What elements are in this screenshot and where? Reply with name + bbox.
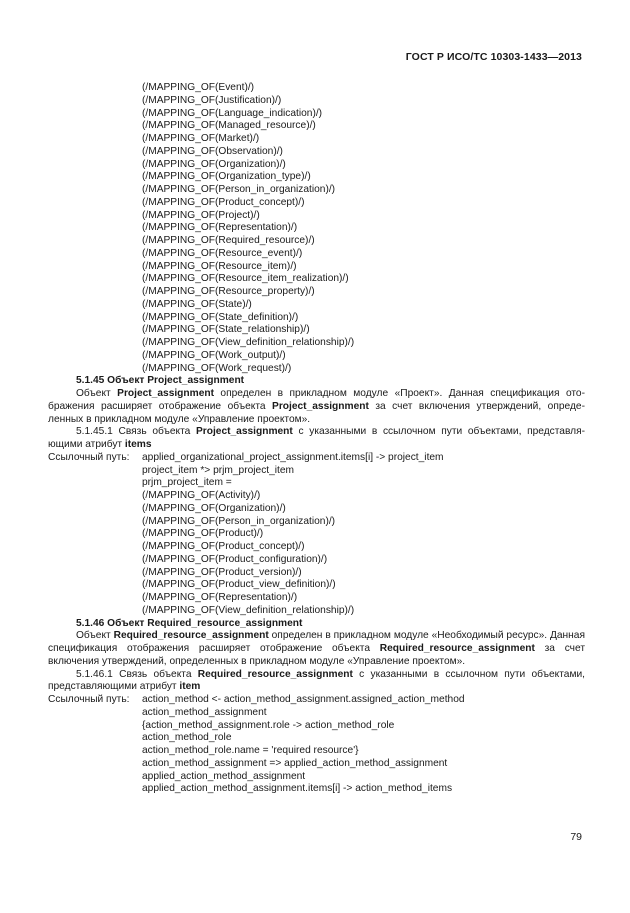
mapping-line: (/MAPPING_OF(Organization_type)/) (142, 171, 311, 183)
mapping-line: (/MAPPING_OF(Work_output)/) (142, 349, 286, 361)
mapping-line: (/MAPPING_OF(Product_concept)/) (142, 196, 305, 208)
reference-path-line: applied_action_method_assignment (142, 770, 306, 782)
mapping-line: (/MAPPING_OF(State)/) (142, 298, 252, 310)
reference-path-line: action_method_assignment => applied_action_method_assignment (142, 757, 448, 769)
body-text (48, 82, 585, 796)
mapping-line: (/MAPPING_OF(Event)/) (142, 82, 255, 93)
mapping-line: (/MAPPING_OF(Resource_item)/) (142, 260, 297, 272)
mapping-line: (/MAPPING_OF(Required_resource)/) (142, 235, 315, 246)
paragraph: 5.1.46.1 Связь объекта Required_resource_assignment с указанными в ссылочном пути объектами, представляющими атрибут item (48, 668, 585, 693)
reference-path-line: (/MAPPING_OF(View_definition_relationship)/) (142, 604, 355, 616)
reference-path-line: (/MAPPING_OF(Representation)/) (142, 592, 298, 603)
reference-path-line: action_method <- action_method_assignment.assigned_action_method (142, 694, 465, 705)
reference-path-line: applied_action_method_assignment.items[i] -> action_method_items (142, 783, 453, 795)
reference-path-line: (/MAPPING_OF(Product_concept)/) (142, 541, 305, 552)
reference-path-line: (/MAPPING_OF(Product)/) (142, 528, 264, 540)
mapping-line: (/MAPPING_OF(Resource_item_realization)/) (142, 273, 349, 285)
reference-path-line: action_method_role.name = 'required resource'} (142, 745, 359, 756)
mapping-line: (/MAPPING_OF(Representation)/) (142, 222, 298, 234)
mapping-line: (/MAPPING_OF(Justification)/) (142, 94, 282, 106)
mapping-line: (/MAPPING_OF(Managed_resource)/) (142, 120, 316, 132)
mapping-line: (/MAPPING_OF(Language_indication)/) (142, 107, 323, 119)
reference-path-line: action_method_role (142, 732, 232, 744)
paragraph: Объект Required_resource_assignment определен в прикладном модуле «Необходимый ресурс». Данная спецификация отображения расширяет отображение объекта Required_resource_assignment за счет включения утверждений, определенных в прикладном модуле «Управление проектом». (48, 630, 585, 667)
reference-path (48, 452, 585, 465)
reference-path-line: (/MAPPING_OF(Product_configuration)/) (142, 553, 328, 565)
mapping-line: (/MAPPING_OF(State_relationship)/) (142, 324, 310, 336)
page-number: 79 (570, 831, 582, 843)
reference-path-label: Ссылочный путь: (48, 451, 130, 463)
paragraph: 5.1.45.1 Связь объекта Project_assignment с указанными в ссылочном пути объектами, представля- ющими атрибут items (48, 426, 585, 450)
reference-path-line: applied_organizational_project_assignment.items[i] -> project_item (142, 451, 444, 463)
reference-path-line: (/MAPPING_OF(Product_view_definition)/) (142, 579, 336, 591)
reference-path-line: project_item *> prjm_project_item (142, 464, 295, 476)
mapping-line: (/MAPPING_OF(Work_request)/) (142, 362, 292, 374)
reference-path-label: Ссылочный путь: (48, 694, 130, 705)
mapping-line: (/MAPPING_OF(View_definition_relationship)/) (142, 337, 355, 348)
reference-path-line: (/MAPPING_OF(Person_in_organization)/) (142, 515, 336, 527)
mapping-line: (/MAPPING_OF(State_definition)/) (142, 311, 299, 323)
reference-path-line: {action_method_assignment.role -> action_method_role (142, 719, 395, 731)
mapping-line: (/MAPPING_OF(Observation)/) (142, 145, 283, 157)
top-mapping-list (48, 82, 585, 375)
mapping-line: (/MAPPING_OF(Organization)/) (142, 158, 286, 170)
mapping-line: (/MAPPING_OF(Project)/) (142, 209, 260, 221)
reference-path-line: (/MAPPING_OF(Activity)/) (142, 490, 261, 501)
section-heading-5-1-46: 5.1.46 Объект Required_resource_assignment (76, 617, 303, 629)
reference-path-line: (/MAPPING_OF(Product_version)/) (142, 566, 302, 578)
mapping-line: (/MAPPING_OF(Resource_event)/) (142, 247, 303, 259)
reference-path-line: prjm_project_item = (142, 477, 232, 489)
reference-path-line: (/MAPPING_OF(Organization)/) (142, 502, 286, 514)
mapping-line: (/MAPPING_OF(Market)/) (142, 133, 260, 144)
section-heading-5-1-45: 5.1.45 Объект Project_assignment (76, 375, 245, 387)
paragraph: Объект Project_assignment определен в прикладном модуле «Проект». Данная спецификация ото- бражения расширяет отображение объекта Project_assignment за счет включения утверждений, опреде- ленных в прикладном модуле «Управление проектом». (48, 388, 585, 425)
mapping-line: (/MAPPING_OF(Person_in_organization)/) (142, 184, 336, 195)
reference-path (48, 694, 585, 707)
running-header: ГОСТ Р ИСО/ТС 10303-1433—2013 (405, 51, 582, 63)
mapping-line: (/MAPPING_OF(Resource_property)/) (142, 286, 315, 297)
reference-path-line: action_method_assignment (142, 706, 267, 718)
